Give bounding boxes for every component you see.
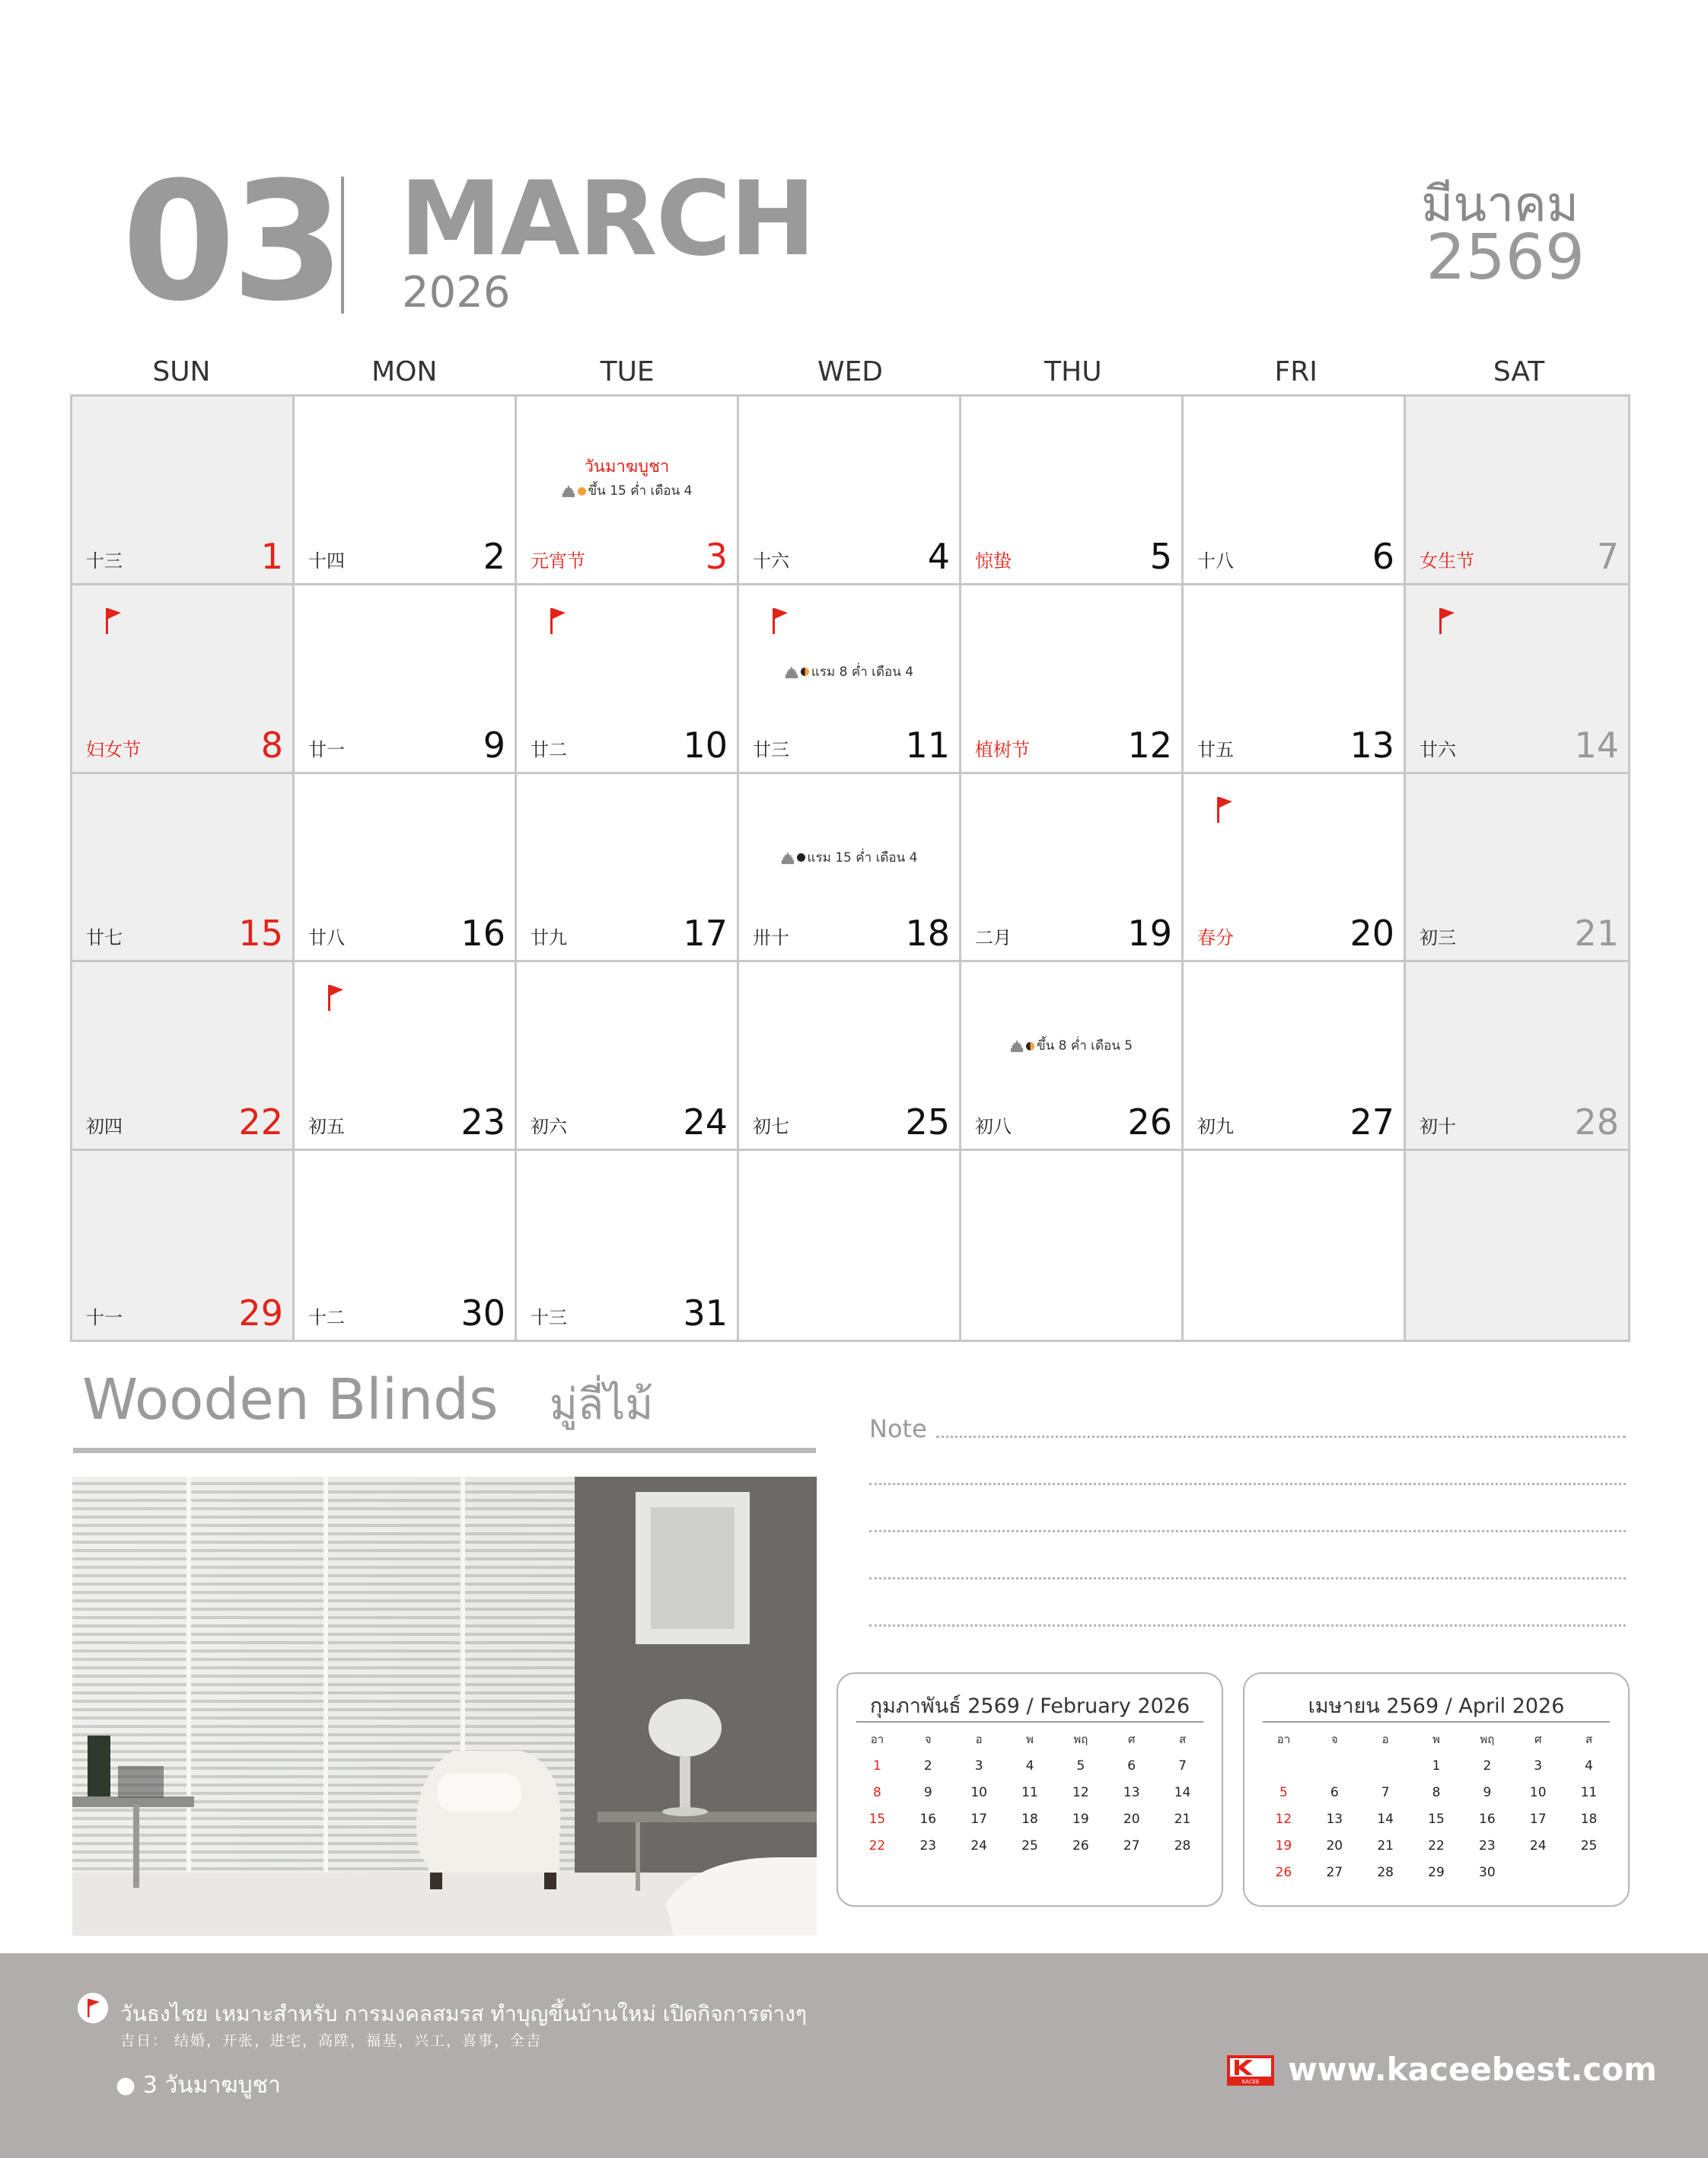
- weekday-tue: TUE: [600, 356, 655, 387]
- auspicious-day-chinese: 吉日： 结婚，开张，进宅，高陞，福基，兴工，喜事，全吉: [120, 2032, 543, 2049]
- day-number: 17: [683, 913, 728, 955]
- note-label: Note: [869, 1414, 927, 1443]
- calendar-day-cell[interactable]: [72, 774, 295, 963]
- mini-calendar-title: เมษายน 2569 / April 2026: [1308, 1694, 1565, 1718]
- calendar-day-cell[interactable]: [1406, 774, 1628, 963]
- mini-day: 13: [1123, 1785, 1140, 1800]
- calendar-day-cell[interactable]: [1406, 962, 1628, 1151]
- day-number: 15: [238, 913, 283, 955]
- day-number: 20: [1350, 913, 1394, 955]
- temple-icon: [562, 483, 575, 499]
- lunar-date: 十一: [86, 1307, 123, 1328]
- mini-day: 20: [1123, 1812, 1140, 1827]
- mini-day: 27: [1123, 1838, 1140, 1854]
- moon-phase-icon: [1026, 1042, 1034, 1050]
- mini-weekday: จ: [1330, 1732, 1338, 1746]
- lunar-date: 初十: [1420, 1116, 1456, 1138]
- lunar-date: 十四: [308, 550, 345, 572]
- day-number: 21: [1574, 913, 1619, 955]
- mini-day: 26: [1275, 1865, 1292, 1880]
- calendar-day-cell[interactable]: [961, 774, 1184, 963]
- lunar-date: 女生节: [1420, 550, 1474, 572]
- calendar-day-cell[interactable]: [1184, 774, 1406, 963]
- day-number: 6: [1372, 535, 1394, 577]
- mini-day: 19: [1275, 1838, 1292, 1854]
- calendar-day-cell[interactable]: [739, 962, 961, 1151]
- mini-day: 4: [1585, 1758, 1593, 1774]
- month-grid: [70, 394, 1630, 1342]
- note-line[interactable]: [869, 1624, 1626, 1627]
- day-number: 3: [705, 535, 728, 577]
- day-number: 23: [460, 1101, 505, 1143]
- mini-weekday: ส: [1178, 1732, 1187, 1746]
- mini-day: 30: [1479, 1865, 1496, 1880]
- mini-day: 22: [1428, 1838, 1445, 1854]
- calendar-day-cell[interactable]: [961, 1151, 1184, 1340]
- lunar-date: 廿五: [1197, 738, 1234, 760]
- note-line[interactable]: [869, 1483, 1626, 1485]
- lunar-date: 十三: [86, 550, 123, 572]
- mini-day: 8: [873, 1785, 881, 1800]
- note-line[interactable]: [936, 1436, 1626, 1438]
- kacee-logo: [1227, 2055, 1274, 2086]
- mini-calendar-title: กุมภาพันธ์ 2569 / February 2026: [869, 1694, 1190, 1718]
- lunar-date: 廿三: [753, 738, 789, 760]
- lunar-date: 初四: [86, 1116, 123, 1138]
- mini-day: 11: [1580, 1785, 1598, 1800]
- mini-day: [1360, 1755, 1411, 1777]
- day-number: 31: [683, 1293, 728, 1334]
- mini-day: 15: [868, 1812, 886, 1827]
- month-number: 03: [122, 146, 341, 337]
- flag-icon: [327, 983, 345, 1014]
- lunar-date: 十三: [531, 1307, 567, 1328]
- calendar-day-cell[interactable]: [295, 585, 517, 774]
- calendar-day-cell[interactable]: [517, 1151, 739, 1340]
- buddhist-holy-day: [739, 847, 959, 868]
- mini-day: 3: [974, 1758, 983, 1774]
- weekday-sun: SUN: [152, 356, 211, 387]
- auspicious-day-note: วันธงไชย เหมาะสำหรับ การมงคลสมรส ทำบุญขึ้นบ้านใหม่ เปิดกิจการต่างๆ: [120, 2001, 807, 2026]
- day-number: 19: [1127, 913, 1172, 955]
- calendar-day-cell[interactable]: [517, 585, 739, 774]
- lunar-date: 初五: [308, 1116, 345, 1138]
- calendar-day-cell[interactable]: [295, 397, 517, 585]
- calendar-day-cell[interactable]: [72, 962, 295, 1151]
- lunar-date: 卅十: [753, 927, 789, 949]
- mini-day: 6: [1330, 1785, 1339, 1800]
- buddhist-day-label: แรม 8 ค่ำ เดือน 4: [811, 664, 914, 680]
- lunar-date: 廿九: [531, 927, 567, 949]
- mini-weekday: อา: [870, 1732, 884, 1746]
- mini-day: 2: [1483, 1758, 1492, 1774]
- mini-day: 15: [1428, 1812, 1445, 1827]
- mini-day: 21: [1377, 1838, 1394, 1854]
- mini-day: 7: [1381, 1785, 1390, 1800]
- lunar-date: 十八: [1197, 550, 1234, 572]
- holiday-name: วันมาฆบูชา: [584, 457, 670, 477]
- mini-day: 18: [1021, 1812, 1038, 1827]
- mini-day: 29: [1428, 1865, 1445, 1880]
- flag-icon: [1438, 607, 1456, 637]
- mini-day: 25: [1021, 1838, 1038, 1854]
- mini-day: 28: [1377, 1865, 1394, 1880]
- day-number: 25: [905, 1101, 950, 1143]
- website-link[interactable]: www.kaceebest.com: [1288, 2051, 1657, 2088]
- day-number: 26: [1127, 1101, 1172, 1143]
- day-number: 2: [483, 535, 505, 577]
- mini-day: 14: [1174, 1785, 1191, 1800]
- flag-icon: [104, 607, 123, 637]
- day-number: 18: [905, 913, 950, 955]
- mini-weekday: อา: [1276, 1732, 1291, 1746]
- mini-day: 24: [1529, 1838, 1547, 1854]
- day-number: 22: [238, 1101, 283, 1143]
- mini-day: 17: [1529, 1812, 1547, 1827]
- calendar-day-cell[interactable]: [961, 962, 1184, 1151]
- mini-calendar-grid: [852, 1729, 1208, 1857]
- mini-day: 23: [1479, 1838, 1496, 1854]
- buddhist-day-label: ขึ้น 8 ค่ำ เดือน 5: [1036, 1038, 1133, 1054]
- mini-calendar-rule: [856, 1721, 1203, 1723]
- calendar-day-cell[interactable]: [72, 1151, 295, 1340]
- lunar-date: 廿二: [531, 738, 567, 760]
- mini-weekday: ศ: [1534, 1732, 1542, 1746]
- calendar-day-cell[interactable]: [1184, 585, 1406, 774]
- lunar-date: 惊蛰: [975, 550, 1012, 572]
- flag-icon: [549, 607, 567, 637]
- day-number: 29: [238, 1293, 283, 1334]
- calendar-day-cell[interactable]: [739, 1151, 961, 1340]
- lunar-date: 十二: [308, 1307, 345, 1328]
- day-number: 5: [1149, 535, 1172, 577]
- calendar-day-cell[interactable]: [517, 774, 739, 963]
- holiday-list: ● 3 วันมาฆบูชา: [116, 2072, 281, 2099]
- day-number: 11: [905, 724, 950, 766]
- mini-day: 1: [1432, 1758, 1441, 1774]
- moon-phase-icon: [801, 668, 809, 676]
- day-number: 12: [1127, 724, 1172, 766]
- mini-day: 1: [873, 1758, 881, 1774]
- day-number: 1: [260, 535, 283, 577]
- lunar-date: 廿六: [1420, 738, 1456, 760]
- calendar-day-cell[interactable]: [1184, 962, 1406, 1151]
- lunar-date: 妇女节: [86, 738, 141, 760]
- temple-icon: [785, 665, 798, 680]
- mini-day: 19: [1072, 1812, 1089, 1827]
- calendar-day-cell[interactable]: [961, 585, 1184, 774]
- mini-weekday: พฤ: [1073, 1732, 1088, 1746]
- calendar-day-cell[interactable]: [1406, 585, 1628, 774]
- mini-weekday: พ: [1432, 1732, 1440, 1746]
- mini-weekday: จ: [924, 1732, 932, 1746]
- mini-day: [1309, 1755, 1360, 1777]
- mini-day: 27: [1326, 1865, 1343, 1880]
- day-number: 14: [1574, 724, 1619, 766]
- mini-day: 14: [1377, 1812, 1394, 1827]
- buddhist-day-label: ขึ้น 15 ค่ำ เดือน 4: [588, 483, 693, 499]
- calendar-day-cell[interactable]: [517, 397, 739, 585]
- mini-day: 13: [1326, 1812, 1343, 1827]
- mini-day: 12: [1072, 1785, 1089, 1800]
- mini-day: 8: [1432, 1785, 1441, 1800]
- calendar-day-cell[interactable]: [739, 774, 961, 963]
- calendar-day-cell[interactable]: [1184, 1151, 1406, 1340]
- mini-day: 28: [1174, 1838, 1191, 1854]
- note-line[interactable]: [869, 1577, 1626, 1579]
- product-title-underline: [73, 1448, 816, 1453]
- mini-weekday: ศ: [1127, 1732, 1136, 1746]
- mini-day: 6: [1127, 1758, 1136, 1774]
- calendar-day-cell[interactable]: [1406, 397, 1628, 585]
- calendar-day-cell[interactable]: [739, 397, 961, 585]
- calendar-day-cell[interactable]: [1184, 397, 1406, 585]
- calendar-day-cell[interactable]: [961, 397, 1184, 585]
- mini-day: 10: [1529, 1785, 1547, 1800]
- lunar-date: 植树节: [975, 738, 1030, 760]
- mini-weekday: ส: [1585, 1732, 1593, 1746]
- calendar-day-cell[interactable]: [739, 585, 961, 774]
- mini-calendar-rule: [1263, 1721, 1610, 1723]
- day-number: 30: [460, 1293, 505, 1334]
- day-number: 27: [1350, 1101, 1394, 1143]
- month-name: MARCH: [400, 159, 814, 279]
- mini-calendar-april: [1243, 1672, 1630, 1907]
- weekday-header: [70, 356, 1630, 394]
- flag-icon: [771, 607, 789, 637]
- buddhist-holy-day: [961, 1035, 1181, 1056]
- mini-weekday: พฤ: [1480, 1732, 1495, 1746]
- mini-weekday: อ: [1381, 1732, 1389, 1746]
- weekday-mon: MON: [371, 356, 438, 387]
- calendar-day-cell[interactable]: [1406, 1151, 1628, 1340]
- mini-calendar-grid: [1258, 1729, 1614, 1883]
- mini-weekday: พ: [1026, 1732, 1034, 1746]
- day-number: 24: [683, 1101, 728, 1143]
- calendar-day-cell[interactable]: [295, 774, 517, 963]
- lunar-date: 二月: [975, 927, 1012, 949]
- product-title: Wooden Blinds: [82, 1367, 499, 1433]
- mini-day: 26: [1072, 1838, 1089, 1854]
- mini-day: 7: [1178, 1758, 1187, 1774]
- mini-day: 16: [919, 1812, 937, 1827]
- lunar-date: 初七: [753, 1116, 789, 1138]
- weekday-sat: SAT: [1493, 356, 1545, 387]
- lunar-date: 廿一: [308, 738, 345, 760]
- lunar-date: 初九: [1197, 1116, 1234, 1138]
- moon-phase-icon: [578, 487, 586, 496]
- mini-day: 5: [1279, 1785, 1288, 1800]
- logo-text: KACEE: [1241, 2079, 1260, 2085]
- day-number: 28: [1574, 1101, 1619, 1143]
- buddhist-holy-day: [517, 480, 737, 501]
- lunar-date: 春分: [1197, 927, 1234, 949]
- mini-day: 11: [1021, 1785, 1038, 1800]
- product-photo: [72, 1477, 817, 1936]
- temple-icon: [781, 850, 795, 865]
- day-number: 4: [927, 535, 950, 577]
- header-divider: [341, 177, 344, 314]
- mini-day: 2: [923, 1758, 932, 1774]
- calendar-day-cell[interactable]: [517, 962, 739, 1151]
- product-title-thai: มู่ลี่ไม้: [550, 1380, 654, 1430]
- mini-day: 9: [923, 1785, 932, 1800]
- day-number: 9: [483, 724, 505, 766]
- mini-day: 18: [1580, 1812, 1598, 1827]
- lunar-date: 廿七: [86, 927, 123, 949]
- mini-weekday: อ: [975, 1732, 983, 1746]
- day-number: 13: [1350, 724, 1394, 766]
- mini-day: 17: [970, 1812, 987, 1827]
- lunar-date: 十六: [753, 550, 789, 572]
- mini-day: 3: [1534, 1758, 1543, 1774]
- calendar-day-cell[interactable]: [72, 397, 295, 585]
- buddhist-day-label: แรม 15 ค่ำ เดือน 4: [807, 849, 918, 865]
- moon-phase-icon: [797, 853, 805, 862]
- mini-day: 9: [1483, 1785, 1492, 1800]
- mini-day: 25: [1580, 1838, 1598, 1854]
- lunar-date: 元宵节: [531, 550, 585, 572]
- mini-day: 5: [1076, 1758, 1085, 1774]
- lunar-date: 初八: [975, 1116, 1012, 1138]
- mini-day: 20: [1326, 1838, 1343, 1854]
- day-number: 7: [1596, 535, 1619, 577]
- lunar-date: 初六: [531, 1116, 567, 1138]
- mini-calendar-february: [836, 1672, 1223, 1907]
- lunar-date: 初三: [1420, 927, 1456, 949]
- mini-day: 10: [970, 1785, 987, 1800]
- flag-icon: [78, 1993, 108, 2023]
- mini-day: 22: [868, 1838, 886, 1854]
- mini-day: 24: [970, 1838, 987, 1854]
- day-number: 16: [460, 913, 505, 955]
- note-line[interactable]: [869, 1530, 1626, 1532]
- temple-icon: [1010, 1038, 1024, 1053]
- mini-day: 21: [1174, 1812, 1191, 1827]
- calendar-day-cell[interactable]: [295, 962, 517, 1151]
- mini-day: [1258, 1755, 1309, 1777]
- thai-year: 2569: [1426, 222, 1585, 294]
- lunar-date: 廿八: [308, 927, 345, 949]
- day-number: 8: [260, 724, 283, 766]
- year: 2026: [402, 268, 511, 317]
- buddhist-holy-day: [739, 661, 959, 682]
- day-number: 10: [683, 724, 728, 766]
- calendar-day-cell[interactable]: [72, 585, 295, 774]
- mini-day: 4: [1025, 1758, 1034, 1774]
- weekday-fri: FRI: [1274, 356, 1318, 387]
- calendar-day-cell[interactable]: [295, 1151, 517, 1340]
- thai-month: มีนาคม: [1421, 177, 1579, 233]
- weekday-thu: THU: [1044, 356, 1102, 387]
- mini-day: 16: [1479, 1812, 1496, 1827]
- flag-icon: [1216, 795, 1234, 826]
- mini-day: 23: [919, 1838, 937, 1854]
- weekday-wed: WED: [817, 356, 884, 387]
- mini-day: 12: [1275, 1812, 1292, 1827]
